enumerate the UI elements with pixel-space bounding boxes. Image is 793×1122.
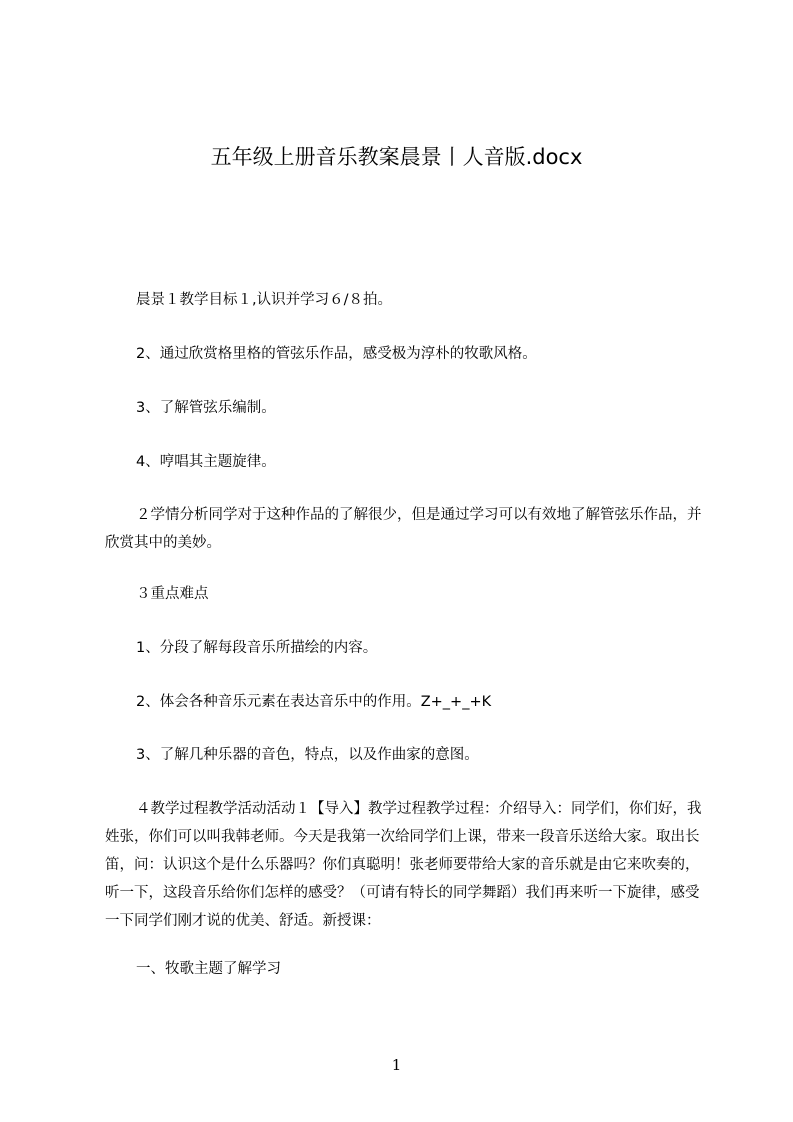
paragraph-teaching-goal-1: 晨景１教学目标１,认识并学习６/８拍。: [136, 292, 392, 308]
paragraph-difficulty-1: 1、分段了解每段音乐所描绘的内容。: [136, 640, 378, 656]
page-number: 1: [391, 1056, 402, 1074]
paragraph-teaching-process: ４教学过程教学活动活动１【导入】教学过程教学过程：介绍导入：同学们，你们好，我姓张，你们可以叫我韩老师。今天是我第一次给同学们上课，带来一段音乐送给大家。取出长笛，问：认识这个是什么乐器吗？你们真聪明！张老师要带给大家的音乐就是由它来吹奏的，听一下，这段音乐给你们怎样的感受？（可请有特长的同学舞蹈）我们再来听一下旋律，感受一下同学们刚才说的优美、舒适。新授课：: [105, 801, 702, 929]
document-title: 五年级上册音乐教案晨景丨人音版.docx: [210, 145, 583, 169]
paragraph-difficulty-2: 2、体会各种音乐元素在表达音乐中的作用。Z+_+_+K: [136, 694, 492, 710]
paragraph-key-difficulties-heading: ３重点难点: [136, 586, 209, 602]
paragraph-teaching-goal-4: 4、哼唱其主题旋律。: [136, 454, 276, 470]
paragraph-teaching-goal-2: 2、通过欣赏格里格的管弦乐作品，感受极为淳朴的牧歌风格。: [136, 346, 537, 362]
paragraph-teaching-goal-3: 3、了解管弦乐编制。: [136, 400, 276, 416]
paragraph-pastoral-theme-heading: 一、牧歌主题了解学习: [136, 961, 281, 977]
paragraph-student-analysis: ２学情分析同学对于这种作品的了解很少，但是通过学习可以有效地了解管弦乐作品，并欣赏其中的美妙。: [105, 507, 702, 551]
paragraph-difficulty-3: 3、了解几种乐器的音色，特点，以及作曲家的意图。: [136, 747, 479, 763]
